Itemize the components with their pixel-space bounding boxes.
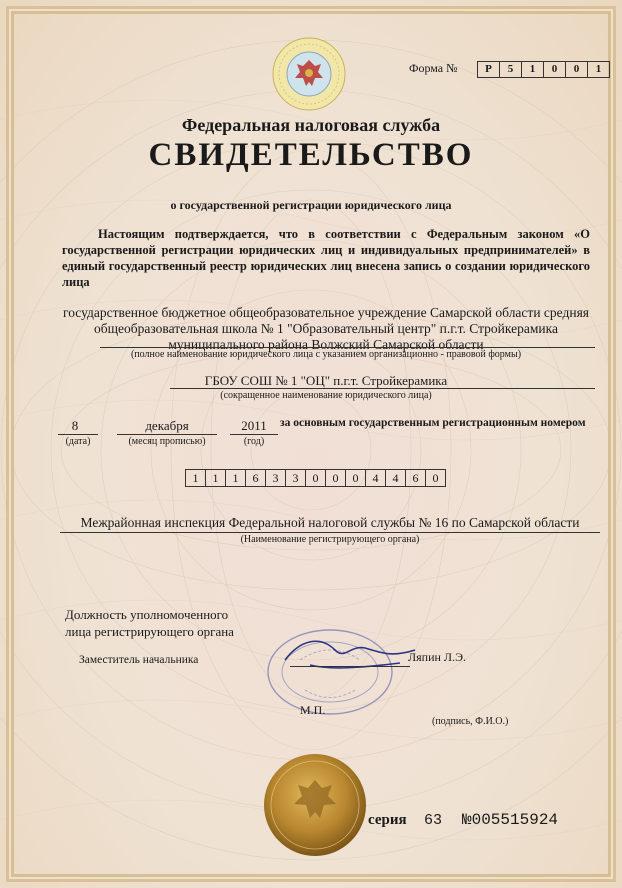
ogrn-digit: 1 [205, 469, 226, 487]
ogrn-digit: 4 [385, 469, 406, 487]
short-name-caption: (сокращенное наименование юридического лица) [220, 390, 432, 401]
form-cell: 5 [499, 61, 522, 78]
document-title: СВИДЕТЕЛЬСТВО [148, 137, 474, 173]
form-label: Форма № [409, 61, 458, 75]
full-name-underline [100, 347, 595, 348]
form-cell: 1 [587, 61, 610, 78]
gold-seal-icon [262, 752, 368, 858]
registration-number-label: за основным государственным регистрационным номером [280, 417, 586, 429]
series-label: серия [368, 812, 407, 828]
authority-underline [60, 532, 600, 533]
ogrn-digit: 6 [245, 469, 266, 487]
signatory-name: Ляпин Л.Э. [408, 650, 466, 664]
ogrn-digit: 1 [185, 469, 206, 487]
day-underline [58, 434, 98, 435]
certificate-number: №005515924 [462, 811, 559, 829]
form-cell: 0 [543, 61, 566, 78]
series-code: 63 [424, 812, 443, 829]
registration-number-boxes [186, 469, 446, 487]
ogrn-digit: 0 [345, 469, 366, 487]
entity-short-name: ГБОУ СОШ № 1 "ОЦ" п.г.т. Стройкерамика [204, 373, 448, 388]
ogrn-digit: 6 [405, 469, 426, 487]
ogrn-digit: 4 [365, 469, 386, 487]
month-caption: (месяц прописью) [128, 436, 206, 447]
registration-year: 2011 [241, 418, 267, 433]
signature-icon [280, 630, 420, 680]
signatory-position-caption [65, 606, 234, 640]
entity-full-name: государственное бюджетное общеобразовательное учреждение Самарской области средняя общеобразовательная школа № 1 "Образовательный центр" п.г.т. Стройкерамика муниципального района Волжский Самарской области [63, 305, 589, 352]
position-caption-line2: лица регистрирующего органа [65, 624, 234, 639]
ogrn-digit: 0 [425, 469, 446, 487]
issuing-service: Федеральная налоговая служба [181, 115, 441, 135]
year-underline [230, 434, 278, 435]
day-caption: (дата) [65, 436, 91, 447]
ogrn-digit: 1 [225, 469, 246, 487]
document-subtitle: о государственной регистрации юридического лица [170, 198, 452, 212]
position-caption-line1: Должность уполномоченного [65, 607, 229, 622]
ogrn-digit: 3 [265, 469, 286, 487]
signatory-position: Заместитель начальника [79, 654, 199, 666]
authority-caption: (Наименование регистрирующего органа) [240, 534, 420, 545]
registering-authority: Межрайонная инспекция Федеральной налоговой службы № 16 по Самарской области [80, 515, 580, 530]
form-cell: 1 [521, 61, 544, 78]
registration-month: декабря [145, 418, 189, 433]
registration-day: 8 [71, 418, 79, 433]
ogrn-digit: 0 [305, 469, 326, 487]
intro-paragraph: Настоящим подтверждается, что в соответствии с Федеральным законом «О государственной регистрации юридических лиц и индивидуальных предпринимателей» в единый государственный реестр юридических лиц внесена запись о создании юридического лица [62, 227, 590, 289]
state-emblem-icon [271, 36, 347, 112]
full-name-caption: (полное наименование юридического лица с указанием организационно - правовой формы) [130, 349, 522, 360]
signature-underline [290, 666, 410, 667]
ogrn-digit: 0 [325, 469, 346, 487]
seal-place-label: М.П. [300, 703, 326, 717]
form-cell: Р [477, 61, 500, 78]
short-name-underline [170, 388, 595, 389]
form-number-boxes [478, 61, 610, 78]
month-underline [117, 434, 217, 435]
year-caption: (год) [243, 436, 265, 447]
signature-caption: (подпись, Ф.И.О.) [432, 716, 509, 727]
ogrn-digit: 3 [285, 469, 306, 487]
form-cell: 0 [565, 61, 588, 78]
